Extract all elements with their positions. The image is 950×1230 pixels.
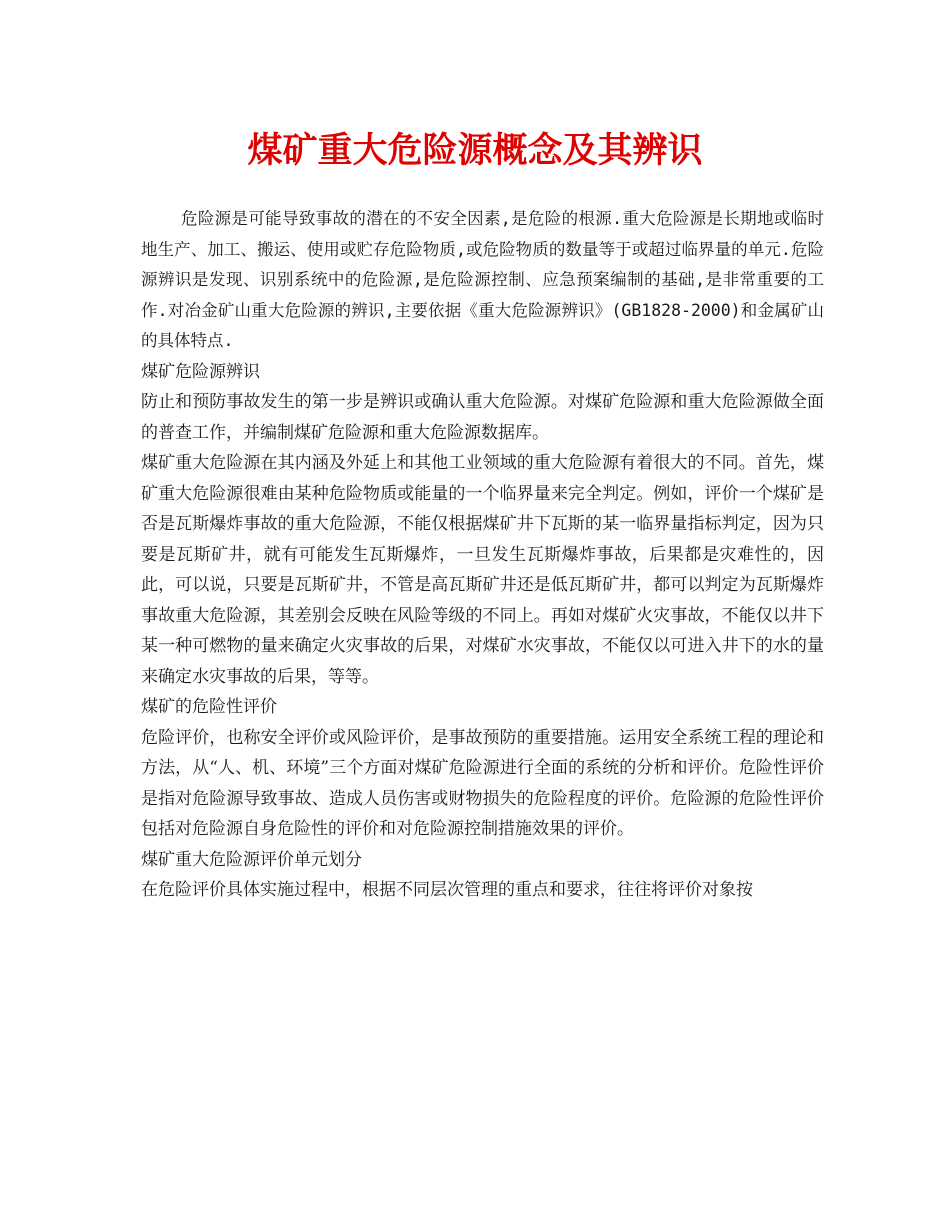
body-paragraph: 煤矿重大危险源在其内涵及外延上和其他工业领域的重大危险源有着很大的不同。首先，煤矿重大危险源很难由某种危险物质或能量的一个临界量来完全判定。例如，评价一个煤矿是否是瓦斯爆炸事故的重大危险源，不能仅根据煤矿井下瓦斯的某一临界量指标判定，因为只要是瓦斯矿井，就有可能发生瓦斯爆炸，一旦发生瓦斯爆炸事故，后果都是灾难性的，因此，可以说，只要是瓦斯矿井，不管是高瓦斯矿井还是低瓦斯矿井，都可以判定为瓦斯爆炸事故重大危险源，其差别会反映在风险等级的不同上。再如对煤矿火灾事故，不能仅以井下某一种可燃物的量来确定火灾事故的后果，对煤矿水灾事故，不能仅以可进入井下的水的量来确定水灾事故的后果，等等。 xyxy=(141,453,824,687)
section-heading-hazard-identification: 煤矿危险源辨识 xyxy=(141,361,260,382)
intro-paragraph: 危险源是可能导致事故的潜在的不安全因素,是危险的根源.重大危险源是长期地或临时地生产、加工、搬运、使用或贮存危险物质,或危险物质的数量等于或超过临界量的单元.危险源辨识是发现、识别系统中的危险源,是危险源控制、应急预案编制的基础,是非常重要的工作.对冶金矿山重大危险源的辨识,主要依据《重大危险源辨识》(GB1828-2000)和金属矿山的具体特点. xyxy=(141,209,824,350)
body-paragraph: 在危险评价具体实施过程中，根据不同层次管理的重点和要求，往往将评价对象按 xyxy=(141,880,753,900)
section-heading-risk-evaluation: 煤矿的危险性评价 xyxy=(141,697,277,717)
document-title: 煤矿重大危险源概念及其辨识 xyxy=(247,130,703,171)
body-paragraph: 防止和预防事故发生的第一步是辨识或确认重大危险源。对煤矿危险源和重大危险源做全面的普查工作，并编制煤矿危险源和重大危险源数据库。 xyxy=(141,392,824,443)
document-body xyxy=(141,204,824,906)
section-heading-evaluation-units: 煤矿重大危险源评价单元划分 xyxy=(141,849,362,870)
body-paragraph: 危险评价，也称安全评价或风险评价，是事故预防的重要措施。运用安全系统工程的理论和方法，从“人、机、环境”三个方面对煤矿危险源进行全面的系统的分析和评价。危险性评价是指对危险源导致事故、造成人员伤害或财物损失的危险程度的评价。危险源的危险性评价包括对危险源自身危险性的评价和对危险源控制措施效果的评价。 xyxy=(141,727,824,839)
